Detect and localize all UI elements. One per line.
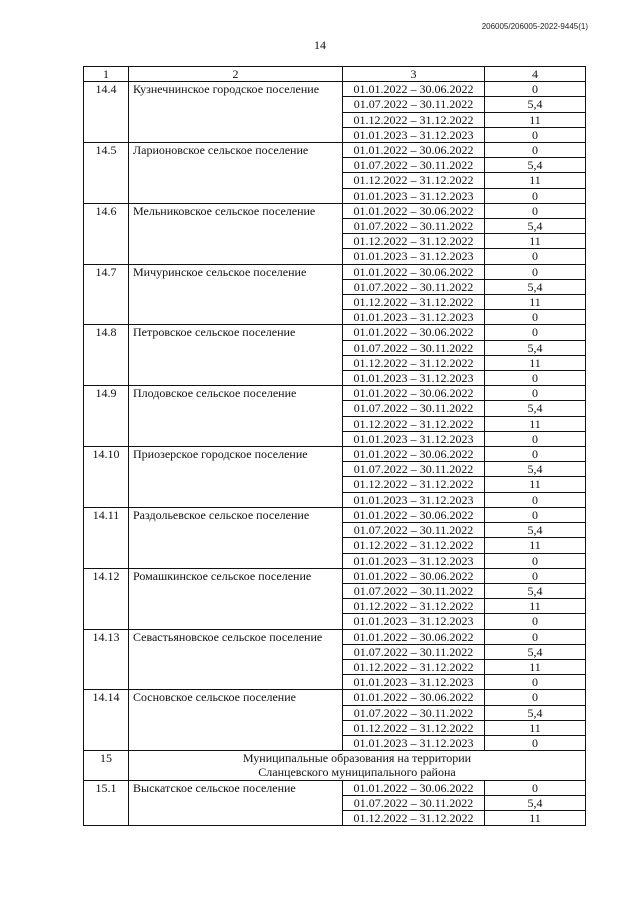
value-cell: 0 (485, 553, 586, 568)
value-cell: 0 (485, 629, 586, 644)
value-cell: 0 (485, 614, 586, 629)
settlement-name: Приозерское городское поселение (129, 447, 343, 508)
value-cell: 0 (485, 188, 586, 203)
settlement-name: Плодовское сельское поселение (129, 386, 343, 447)
period-cell: 01.01.2023 – 31.12.2023 (343, 249, 485, 264)
value-cell: 0 (485, 492, 586, 507)
column-header-1: 1 (84, 67, 129, 82)
period-cell: 01.01.2022 – 30.06.2022 (343, 264, 485, 279)
value-cell: 11 (485, 810, 586, 825)
settlement-name: Мельниковское сельское поселение (129, 203, 343, 264)
table-header-row (84, 67, 586, 82)
period-cell: 01.12.2022 – 31.12.2022 (343, 112, 485, 127)
value-cell: 5,4 (485, 158, 586, 173)
page-number: 14 (314, 38, 326, 52)
value-cell: 11 (485, 355, 586, 370)
period-cell: 01.01.2023 – 31.12.2023 (343, 614, 485, 629)
value-cell: 0 (485, 735, 586, 750)
value-cell: 0 (485, 780, 586, 795)
period-cell: 01.12.2022 – 31.12.2022 (343, 416, 485, 431)
period-cell: 01.07.2022 – 30.11.2022 (343, 644, 485, 659)
table-row (84, 780, 586, 795)
period-cell: 01.01.2022 – 30.06.2022 (343, 568, 485, 583)
value-cell: 0 (485, 127, 586, 142)
period-cell: 01.12.2022 – 31.12.2022 (343, 599, 485, 614)
period-cell: 01.01.2023 – 31.12.2023 (343, 127, 485, 142)
table-row (84, 203, 586, 218)
value-cell: 11 (485, 112, 586, 127)
period-cell: 01.01.2023 – 31.12.2023 (343, 188, 485, 203)
row-number: 14.7 (84, 264, 129, 325)
period-cell: 01.01.2022 – 30.06.2022 (343, 143, 485, 158)
settlement-name: Севастьяновское сельское поселение (129, 629, 343, 690)
value-cell: 0 (485, 386, 586, 401)
period-cell: 01.01.2023 – 31.12.2023 (343, 431, 485, 446)
value-cell: 11 (485, 477, 586, 492)
period-cell: 01.01.2022 – 30.06.2022 (343, 780, 485, 795)
period-cell: 01.07.2022 – 30.11.2022 (343, 462, 485, 477)
period-cell: 01.07.2022 – 30.11.2022 (343, 523, 485, 538)
period-cell: 01.12.2022 – 31.12.2022 (343, 720, 485, 735)
row-number: 14.8 (84, 325, 129, 386)
period-cell: 01.12.2022 – 31.12.2022 (343, 810, 485, 825)
value-cell: 11 (485, 599, 586, 614)
row-number: 14.12 (84, 568, 129, 629)
value-cell: 0 (485, 507, 586, 522)
row-number: 14.14 (84, 690, 129, 751)
value-cell: 5,4 (485, 523, 586, 538)
period-cell: 01.01.2022 – 30.06.2022 (343, 629, 485, 644)
value-cell: 11 (485, 659, 586, 674)
value-cell: 0 (485, 264, 586, 279)
section-number: 15 (84, 751, 129, 780)
period-cell: 01.01.2022 – 30.06.2022 (343, 386, 485, 401)
value-cell: 0 (485, 82, 586, 97)
period-cell: 01.07.2022 – 30.11.2022 (343, 97, 485, 112)
value-cell: 5,4 (485, 401, 586, 416)
period-cell: 01.01.2023 – 31.12.2023 (343, 675, 485, 690)
value-cell: 11 (485, 416, 586, 431)
period-cell: 01.12.2022 – 31.12.2022 (343, 538, 485, 553)
period-cell: 01.01.2023 – 31.12.2023 (343, 492, 485, 507)
period-cell: 01.12.2022 – 31.12.2022 (343, 355, 485, 370)
table-row (84, 690, 586, 705)
period-cell: 01.12.2022 – 31.12.2022 (343, 295, 485, 310)
row-number: 14.10 (84, 447, 129, 508)
section-title-line-2: Сланцевского муниципального района (258, 765, 456, 780)
value-cell: 5,4 (485, 462, 586, 477)
table-row (84, 264, 586, 279)
period-cell: 01.07.2022 – 30.11.2022 (343, 795, 485, 810)
settlement-name: Мичуринское сельское поселение (129, 264, 343, 325)
settlement-name: Петровское сельское поселение (129, 325, 343, 386)
value-cell: 0 (485, 143, 586, 158)
period-cell: 01.12.2022 – 31.12.2022 (343, 477, 485, 492)
period-cell: 01.01.2022 – 30.06.2022 (343, 82, 485, 97)
value-cell: 0 (485, 675, 586, 690)
period-cell: 01.07.2022 – 30.11.2022 (343, 705, 485, 720)
period-cell: 01.01.2022 – 30.06.2022 (343, 325, 485, 340)
tariff-table (83, 66, 586, 826)
settlement-name: Кузнечнинское городское поселение (129, 82, 343, 143)
value-cell: 0 (485, 325, 586, 340)
value-cell: 5,4 (485, 583, 586, 598)
row-number: 14.11 (84, 507, 129, 568)
row-number: 14.9 (84, 386, 129, 447)
value-cell: 5,4 (485, 279, 586, 294)
value-cell: 0 (485, 249, 586, 264)
period-cell: 01.01.2022 – 30.06.2022 (343, 447, 485, 462)
period-cell: 01.12.2022 – 31.12.2022 (343, 659, 485, 674)
value-cell: 5,4 (485, 97, 586, 112)
value-cell: 11 (485, 720, 586, 735)
period-cell: 01.07.2022 – 30.11.2022 (343, 583, 485, 598)
table-row (84, 629, 586, 644)
period-cell: 01.01.2022 – 30.06.2022 (343, 507, 485, 522)
document-code: 206005/206005-2022-9445(1) (481, 22, 588, 31)
period-cell: 01.07.2022 – 30.11.2022 (343, 158, 485, 173)
period-cell: 01.01.2022 – 30.06.2022 (343, 690, 485, 705)
period-cell: 01.07.2022 – 30.11.2022 (343, 279, 485, 294)
row-number: 14.6 (84, 203, 129, 264)
value-cell: 5,4 (485, 705, 586, 720)
section-row (84, 751, 586, 780)
section-title (129, 751, 586, 780)
value-cell: 5,4 (485, 219, 586, 234)
period-cell: 01.01.2023 – 31.12.2023 (343, 735, 485, 750)
row-number: 14.5 (84, 143, 129, 204)
settlement-name: Сосновское сельское поселение (129, 690, 343, 751)
value-cell: 0 (485, 447, 586, 462)
settlement-name: Выскатское сельское поселение (129, 780, 343, 826)
table-row (84, 507, 586, 522)
value-cell: 11 (485, 295, 586, 310)
column-header-3: 3 (343, 67, 485, 82)
value-cell: 5,4 (485, 340, 586, 355)
period-cell: 01.07.2022 – 30.11.2022 (343, 219, 485, 234)
table-row (84, 447, 586, 462)
period-cell: 01.01.2023 – 31.12.2023 (343, 371, 485, 386)
table-row (84, 82, 586, 97)
value-cell: 0 (485, 371, 586, 386)
settlement-name: Ромашкинское сельское поселение (129, 568, 343, 629)
period-cell: 01.01.2023 – 31.12.2023 (343, 553, 485, 568)
period-cell: 01.12.2022 – 31.12.2022 (343, 173, 485, 188)
column-header-2: 2 (129, 67, 343, 82)
period-cell: 01.07.2022 – 30.11.2022 (343, 401, 485, 416)
period-cell: 01.07.2022 – 30.11.2022 (343, 340, 485, 355)
value-cell: 0 (485, 568, 586, 583)
settlement-name: Ларионовское сельское поселение (129, 143, 343, 204)
value-cell: 11 (485, 173, 586, 188)
settlement-name: Раздольевское сельское поселение (129, 507, 343, 568)
period-cell: 01.12.2022 – 31.12.2022 (343, 234, 485, 249)
table-row (84, 325, 586, 340)
value-cell: 0 (485, 310, 586, 325)
row-number: 15.1 (84, 780, 129, 826)
value-cell: 5,4 (485, 795, 586, 810)
value-cell: 11 (485, 234, 586, 249)
row-number: 14.4 (84, 82, 129, 143)
value-cell: 11 (485, 538, 586, 553)
value-cell: 0 (485, 203, 586, 218)
table-row (84, 386, 586, 401)
row-number: 14.13 (84, 629, 129, 690)
value-cell: 0 (485, 431, 586, 446)
table-row (84, 568, 586, 583)
value-cell: 5,4 (485, 644, 586, 659)
period-cell: 01.01.2023 – 31.12.2023 (343, 310, 485, 325)
period-cell: 01.01.2022 – 30.06.2022 (343, 203, 485, 218)
table-row (84, 143, 586, 158)
value-cell: 0 (485, 690, 586, 705)
column-header-4: 4 (485, 67, 586, 82)
section-title-line-1: Муниципальные образования на территории (242, 751, 472, 766)
